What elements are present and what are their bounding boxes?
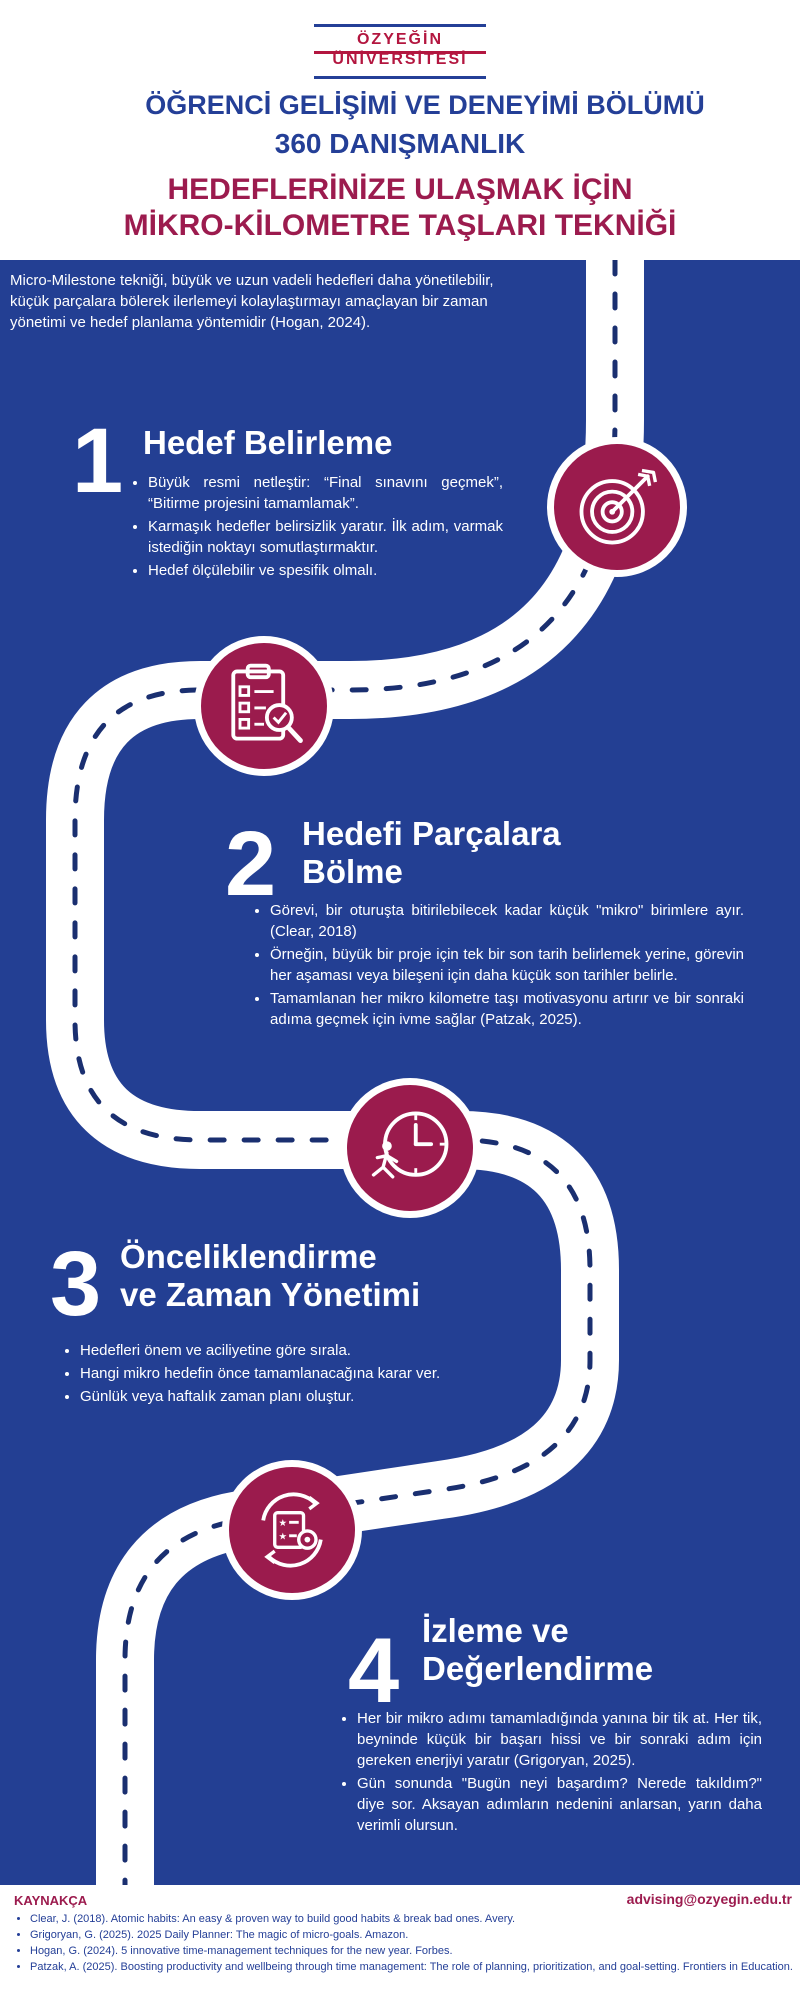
step-number: 4: [348, 1620, 400, 1722]
unit-subtitle: 360 DANIŞMANLIK: [274, 128, 526, 159]
section-bullets: [60, 1340, 560, 1409]
target-icon-badge: [547, 437, 687, 577]
bullet-item: • Örneğin, büyük bir proje için tek bir son tarih belirlemek yerine, görevin her aşaması veya bileşeni için daha küçük son tarihler belirle.: [270, 944, 744, 986]
bullet-item: • Hedef ölçülebilir ve spesifik olmalı.: [148, 560, 503, 581]
bullet-item: • Hedefleri önem ve aciliyetine göre sırala.: [80, 1340, 560, 1361]
section-title-line-1: Önceliklendirme: [120, 1238, 377, 1275]
svg-text:★: ★: [278, 1518, 288, 1530]
contact-email-link[interactable]: advising@ozyegin.edu.tr: [626, 1891, 792, 1907]
checklist-icon: [216, 658, 312, 754]
progress-cycle-icon: [244, 1482, 340, 1578]
reference-item: • Hogan, G. (2024). 5 innovative time-management techniques for the new year. Forbes.: [30, 1943, 800, 1959]
reference-item: • Grigoryan, G. (2025). 2025 Daily Planner: The magic of micro-goals. Amazon.: [30, 1927, 800, 1943]
university-logo: [314, 24, 486, 80]
step-number: 1: [72, 410, 124, 512]
bullet-item: • Hangi mikro hedefin önce tamamlanacağına karar ver.: [80, 1363, 560, 1384]
section-title-line-2: ve Zaman Yönetimi: [120, 1276, 421, 1313]
logo-line-2: ÜNİVERSİTESİ: [332, 51, 468, 68]
reference-item: • Clear, J. (2018). Atomic habits: An easy & proven way to build good habits & break bad ones. Avery.: [30, 1911, 800, 1927]
clock-runner-icon: [362, 1100, 458, 1196]
svg-text:★: ★: [278, 1531, 288, 1543]
footer: [0, 1885, 800, 2000]
bullet-item: • Büyük resmi netleştir: “Final sınavını geçmek”, “Bitirme projesini tamamlamak”.: [148, 472, 503, 514]
references-title: KAYNAKÇA: [14, 1893, 88, 1908]
intro-text: Micro-Milestone tekniği, büyük ve uzun vadeli hedefleri daha yönetilebilir, küçük parçalara bölerek ilerlemeyi kolaylaştırmayı amaçlayan bir zaman yönetimi ve hedef planlama yöntemidir (Hogan, 2024).: [10, 272, 494, 331]
section-bullets: [337, 1708, 762, 1838]
page-title: [0, 172, 800, 244]
step-number: 2: [225, 813, 277, 915]
section-title: [302, 815, 561, 891]
bullet-item: • Günlük veya haftalık zaman planı oluştur.: [80, 1386, 560, 1407]
section-title-line-2: Bölme: [302, 853, 403, 890]
content-panel: [0, 260, 800, 1885]
header: [0, 0, 800, 260]
clock-runner-icon-badge: [340, 1078, 480, 1218]
bullet-item: • Karmaşık hedefler belirsizlik yaratır. İlk adım, varmak istediğin noktayı somutlaştırmaktır.: [148, 516, 503, 558]
checklist-icon-badge: [194, 636, 334, 776]
section-title: Hedef Belirleme: [143, 424, 393, 461]
section-title: [120, 1238, 420, 1314]
bullet-item: • Her bir mikro adımı tamamladığında yanına bir tik at. Her tik, beyninde küçük bir başarı hissi ve bir sonraki adım için gereken enerjiyi yaratır (Grigoryan, 2025).: [357, 1708, 762, 1771]
logo-line-1: ÖZYEĞİN: [356, 31, 443, 48]
department-title: ÖĞRENCİ GELİŞİMİ VE DENEYİMİ BÖLÜMÜ: [145, 90, 705, 120]
section-bullets: [128, 472, 503, 583]
bullet-item: • Görevi, bir oturuşta bitirilebilecek kadar küçük "mikro" birimlere ayır. (Clear, 2018): [270, 900, 744, 942]
section-title: [422, 1612, 653, 1688]
section-title-line-2: Değerlendirme: [422, 1650, 654, 1687]
bullet-item: • Gün sonunda "Bugün neyi başardım? Nerede takıldım?" diye sor. Aksayan adımların nedenini anlarsan, yarın daha verimli olursun.: [357, 1773, 762, 1836]
page-title-line-1: HEDEFLERİNİZE ULAŞMAK İÇİN: [167, 173, 633, 206]
step-number: 3: [50, 1233, 102, 1335]
section-bullets: [250, 900, 744, 1032]
references-list: [14, 1911, 800, 1975]
reference-item: • Patzak, A. (2025). Boosting productivity and wellbeing through time management: The role of planning, prioritization, and goal-setting. Frontiers in Education.: [30, 1959, 800, 1975]
progress-cycle-icon-badge: [222, 1460, 362, 1600]
page-title-line-2: MİKRO-KİLOMETRE TAŞLARI TEKNİĞİ: [123, 209, 677, 242]
section-title-line-1: İzleme ve: [422, 1612, 569, 1649]
bullet-item: • Tamamlanan her mikro kilometre taşı motivasyonu artırır ve bir sonraki adıma geçmek için ivme sağlar (Patzak, 2025).: [270, 988, 744, 1030]
target-icon: [569, 459, 665, 555]
section-title-line-1: Hedefi Parçalara: [302, 815, 561, 852]
